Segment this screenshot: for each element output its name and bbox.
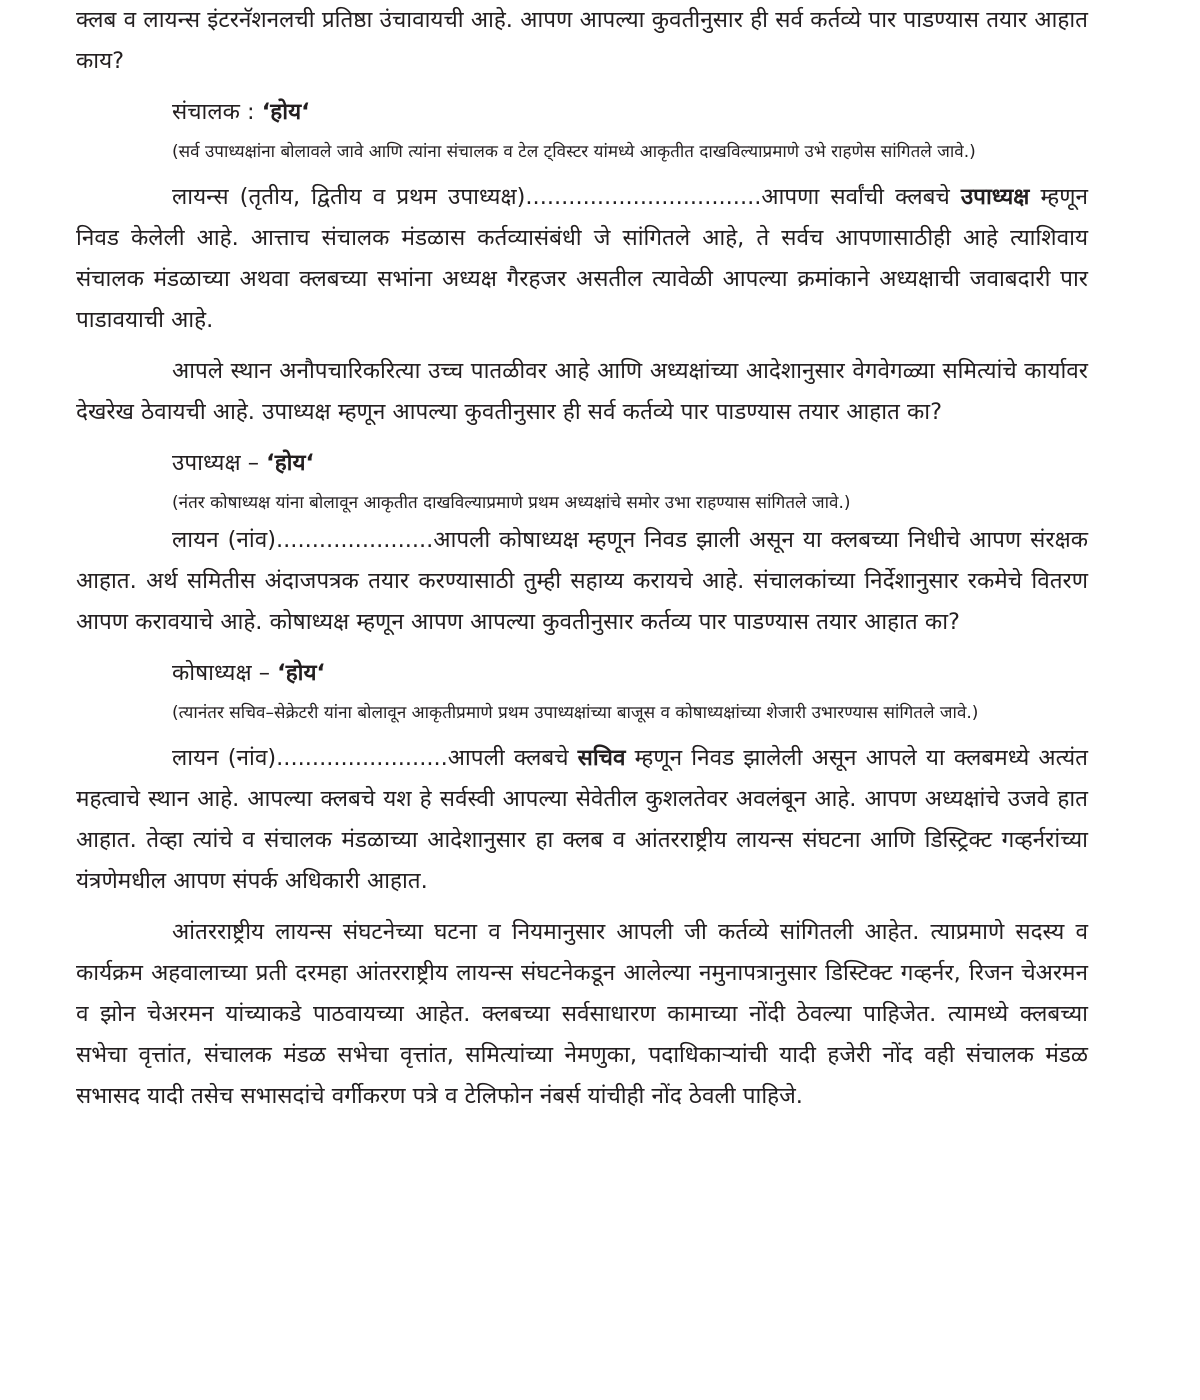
paragraph-secretary	[76, 738, 1088, 902]
reply-yes: ‘होय‘	[261, 99, 310, 125]
dialogue-line-director	[172, 92, 1088, 133]
document-page	[76, 0, 1088, 1117]
dialogue-line-vice-president	[172, 443, 1088, 484]
paragraph-vp-duties: आपले स्थान अनौपचारिकरित्या उच्च पातळीवर आहे आणि अध्यक्षांच्या आदेशानुसार वेगवेगळ्या समित्यांचे कार्यावर देखरेख ठेवायची आहे. उपाध्यक्ष म्हणून आपल्या कुवतीनुसार ही सर्व कर्तव्ये पार पाडण्यास तयार आहात का?	[76, 358, 1088, 425]
reply-yes: ‘होय‘	[266, 450, 315, 476]
speaker-label: उपाध्यक्ष –	[172, 450, 259, 476]
paragraph-text: म्हणून निवड झालेली असून आपले या क्लबमध्ये अत्यंत महत्वाचे स्थान आहे. आपल्या क्लबचे यश हे सर्वस्वी आपल्या सेवेतील कुशलतेवर अवलंबून आहे. आपण अध्यक्षांचे उजवे हात आहात. तेव्हा त्यांचे व संचालक मंडळाच्या आदेशानुसार हा क्लब व आंतरराष्ट्रीय लायन्स संघटना आणि डिस्ट्रिक्ट गव्हर्नरांच्या यंत्रणेमधील आपण संपर्क अधिकारी आहात.	[76, 745, 1088, 894]
bold-term: उपाध्यक्ष	[960, 184, 1030, 210]
stage-direction-note: (त्यानंतर सचिव–सेक्रेटरी यांना बोलावून आकृतीप्रमाणे प्रथम उपाध्यक्षांच्या बाजूस व कोषाध्यक्षांच्या शेजारी उभारण्यास सांगितले जावे.)	[172, 703, 979, 723]
bold-term: सचिव	[577, 745, 626, 771]
speaker-label: संचालक :	[172, 99, 255, 125]
paragraph-intro: क्लब व लायन्स इंटरनॅशनलची प्रतिष्ठा उंचावायची आहे. आपण आपल्या कुवतीनुसार ही सर्व कर्तव्ये पार पाडण्यास तयार आहात काय?	[76, 7, 1088, 74]
paragraph-treasurer: लायन (नांव)......................आपली कोषाध्यक्ष म्हणून निवड झाली असून या क्लबच्या निधीचे आपण संरक्षक आहात. अर्थ समितीस अंदाजपत्रक तयार करण्यासाठी तुम्ही सहाय्य करायचे आहे. संचालकांच्या निर्देशानुसार रकमेचे वितरण आपण करावयाचे आहे. कोषाध्यक्ष म्हणून आपण आपल्या कुवतीनुसार कर्तव्य पार पाडण्यास तयार आहात का?	[76, 527, 1088, 635]
stage-direction-note: (सर्व उपाध्यक्षांना बोलावले जावे आणि त्यांना संचालक व टेल ट्विस्टर यांमध्ये आकृतीत दाखविल्याप्रमाणे उभे राहणेस सांगितले जावे.)	[172, 142, 976, 162]
paragraph-text: लायन (नांव)........................आपली क्लबचे	[172, 745, 578, 771]
paragraph-secretary-duties: आंतरराष्ट्रीय लायन्स संघटनेच्या घटना व नियमानुसार आपली जी कर्तव्ये सांगितली आहेत. त्याप्रमाणे सदस्य व कार्यक्रम अहवालाच्या प्रती दरमहा आंतरराष्ट्रीय लायन्स संघटनेकडून आलेल्या नमुनापत्रानुसार डिस्टिक्ट गव्हर्नर, रिजन चेअरमन व झोन चेअरमन यांच्याकडे पाठवायच्या आहेत. क्लबच्या सर्वसाधारण कामाच्या नोंदी ठेवल्या पाहिजेत. त्यामध्ये क्लबच्या सभेचा वृत्तांत, संचालक मंडळ सभेचा वृत्तांत, समित्यांच्या नेमणुका, पदाधिकाऱ्यांची यादी हजेरी नोंद वही संचालक मंडळ सभासद यादी तसेच सभासदांचे वर्गीकरण पत्रे व टेलिफोन नंबर्स यांचीही नोंद ठेवली पाहिजे.	[76, 919, 1088, 1109]
stage-direction-note: (नंतर कोषाध्यक्ष यांना बोलावून आकृतीत दाखविल्याप्रमाणे प्रथम अध्यक्षांचे समोर उभा राहण्यास सांगितले जावे.)	[172, 493, 851, 513]
reply-yes: ‘होय‘	[277, 660, 326, 686]
dialogue-line-treasurer	[172, 653, 1088, 694]
speaker-label: कोषाध्यक्ष –	[172, 660, 270, 686]
paragraph-vice-presidents	[76, 177, 1088, 341]
paragraph-text: म्हणून निवड केलेली आहे. आत्ताच संचालक मंडळास कर्तव्यासंबंधी जे सांगितले आहे, ते सर्वच आपणासाठीही आहे त्याशिवाय संचालक मंडळाच्या अथवा क्लबच्या सभांना अध्यक्ष गैरहजर असतील त्यावेळी आपल्या क्रमांकाने अध्यक्षाची जवाबदारी पार पाडावयाची आहे.	[76, 184, 1088, 333]
paragraph-text: लायन्स (तृतीय, द्वितीय व प्रथम उपाध्यक्ष).................................आपणा सर्वांची क्लबचे	[172, 184, 950, 210]
